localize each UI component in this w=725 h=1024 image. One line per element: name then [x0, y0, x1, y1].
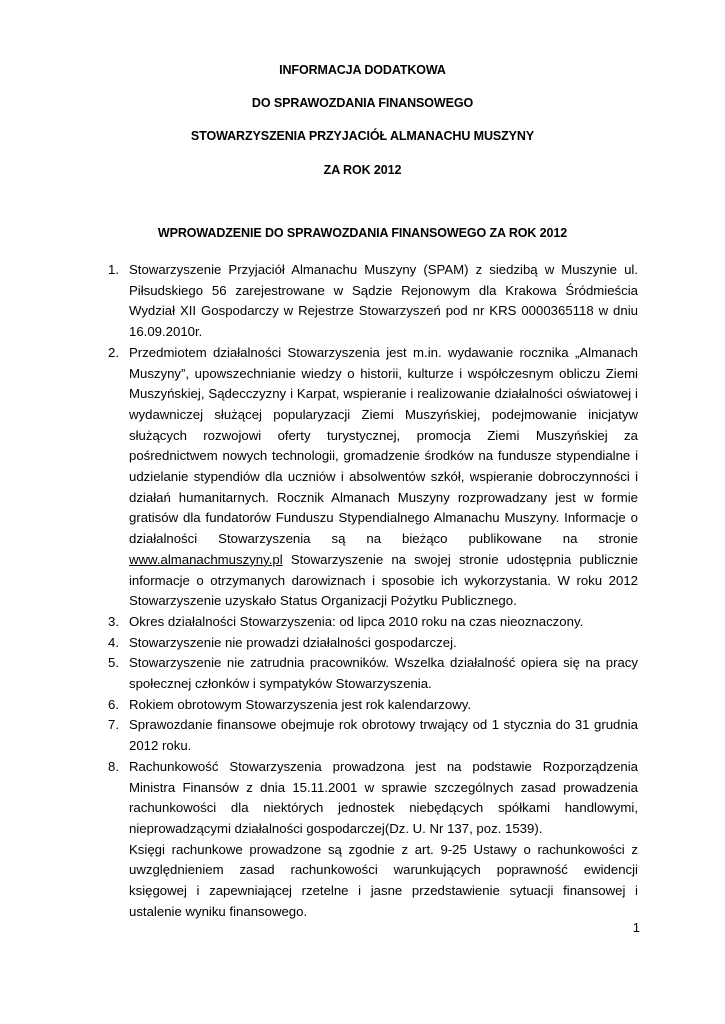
list-item-text: Rachunkowość Stowarzyszenia prowadzona jest na podstawie Rozporządzenia Ministra Finansów z dnia 15.11.2001 w sprawie szczególnych zasad prowadzenia rachunkowości dla niektórych jednostek niebędących spółkami handlowymi, nieprowadzącymi działalności gospodarczej(Dz. U. Nr 137, poz. 1539). [129, 758, 638, 836]
section-title: WPROWADZENIE DO SPRAWOZDANIA FINANSOWEGO ZA ROK 2012 [157, 226, 568, 240]
list-item-number: 5. [108, 655, 119, 671]
list-item-text: Rokiem obrotowym Stowarzyszenia jest rok kalendarzowy. [129, 696, 472, 712]
list-item [108, 612, 638, 633]
list-item-number: 1. [108, 262, 119, 277]
list-item-text: Stowarzyszenie nie zatrudnia pracowników. Wszelka działalność opiera się na pracy społecznej członków i sympatyków Stowarzyszenia. [129, 655, 638, 692]
doc-title-line-3: STOWARZYSZENIA PRZYJACIÓŁ ALMANACHU MUSZYNY [190, 129, 535, 143]
list-item-text-part: Stowarzyszenie na swojej stronie udostępnia publicznie informacje o otrzymanych darowiznach i sposobie ich wykorzystania. W roku 2012 Stowarzyszenie uzyskało Status Organizacji Pożytku Publicznego. [129, 551, 638, 609]
page-number: 1 [632, 920, 640, 935]
list-item [108, 653, 638, 694]
list-item-number: 6. [108, 696, 119, 712]
intro-list [108, 260, 638, 923]
list-item-text [129, 343, 638, 612]
list-item-paragraph: Księgi rachunkowe prowadzone są zgodnie z art. 9-25 Ustawy o rachunkowości z uwzględnieniem zasad rachunkowości warunkujących poprawność ewidencji księgowej i zapewniającej rzetelne i jasne przedstawienie sytuacji finansowej i ustalenie wyniku finansowego. [129, 841, 638, 919]
website-link[interactable]: www.almanachmuszyny.pl [129, 551, 283, 567]
list-item-text: Stowarzyszenie nie prowadzi działalności gospodarczej. [129, 634, 457, 650]
list-item-number: 3. [108, 613, 119, 629]
list-item [108, 343, 638, 612]
list-item-text: Stowarzyszenie Przyjaciół Almanachu Muszyny (SPAM) z siedzibą w Muszynie ul. Piłsudskiego 56 zarejestrowane w Sądzie Rejonowym dla Krakowa Śródmieścia Wydział XII Gospodarczy w Rejestrze Stowarzyszeń pod nr KRS 0000365118 w dniu 16.09.2010r. [129, 262, 638, 340]
list-item-number: 7. [108, 717, 119, 733]
doc-title-line-1: INFORMACJA DODATKOWA [279, 63, 446, 77]
list-item-number: 4. [108, 634, 119, 650]
list-item [108, 715, 638, 756]
list-item-text: Okres działalności Stowarzyszenia: od lipca 2010 roku na czas nieoznaczony. [129, 613, 584, 629]
list-item [108, 633, 638, 654]
list-item [108, 260, 638, 343]
doc-title-line-2: DO SPRAWOZDANIA FINANSOWEGO [251, 96, 474, 110]
list-item-number: 2. [108, 344, 119, 360]
list-item [108, 757, 638, 923]
list-item-number: 8. [108, 758, 119, 774]
doc-title-line-4: ZA ROK 2012 [323, 163, 402, 177]
list-item-text-part: Przedmiotem działalności Stowarzyszenia jest m.in. wydawanie rocznika „Almanach Muszyny”, upowszechnianie wiedzy o historii, kulturze i współczesnym obliczu Ziemi Muszyńskiej, Sądecczyzny i Karpat, wspieranie i realizowanie działalności oświatowej i wydawniczej służącej popularyzacji Ziemi Muszyńskiej, podejmowanie inicjatyw służących rozwojowi oferty turystycznej, promocja Ziemi Muszyńskiej za pośrednictwem nowych technologii, gromadzenie środków na fundusze stypendialne i udzielanie stypendiów dla uczniów i absolwentów szkół, wspieranie dobroczynności i działań humanitarnych. Rocznik Almanach Muszyny rozprowadzany jest w formie gratisów dla fundatorów Funduszu Stypendialnego Almanachu Muszyny. Informacje o działalności Stowarzyszenia są na bieżąco publikowane na stronie [129, 344, 638, 547]
list-item-text: Sprawozdanie finansowe obejmuje rok obrotowy trwający od 1 stycznia do 31 grudnia 2012 roku. [129, 717, 638, 754]
list-item [108, 695, 638, 716]
